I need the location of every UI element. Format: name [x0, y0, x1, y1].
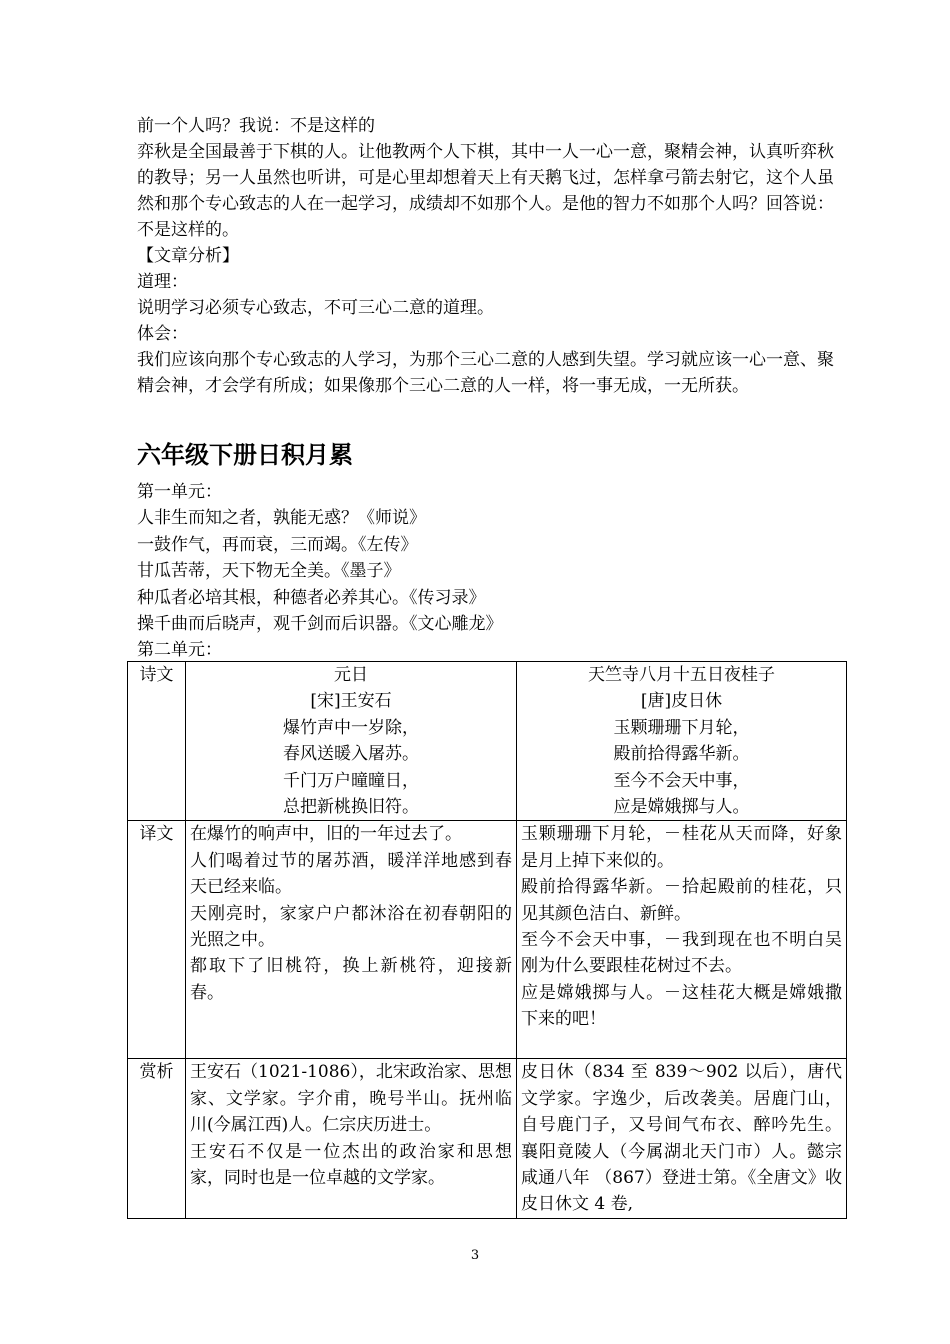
essay-text-block	[137, 113, 842, 399]
paragraph: 弈秋是全国最善于下棋的人。让他教两个人下棋，其中一人一心一意，聚精会神，认真听弈秋的教导；另一人虽然也听讲，可是心里却想着天上有天鹅飞过，怎样拿弓箭去射它，这个人虽然和那个专心致志的人在一起学习，成绩却不如那个人。是他的智力不如那个人吗？回答说：不是这样的。	[137, 142, 834, 240]
appreciation-label: 赏析	[128, 1059, 186, 1218]
insight-label: 体会：	[137, 324, 188, 344]
poem-line: 总把新桃换旧符。	[283, 797, 419, 818]
quote-line: 一鼓作气，再而衰，三而竭。《左传》	[137, 534, 418, 555]
unit-one-title: 第一单元：	[137, 482, 222, 502]
translation-line: 天刚亮时，家家户户都沐浴在初春朝阳的光照之中。	[190, 903, 512, 951]
poem-title: 元日	[334, 665, 368, 685]
analysis-label: 【文章分析】	[137, 246, 239, 266]
translation-line: 殿前拾得露华新。－拾起殿前的桂花，只见其颜色洁白、新鲜。	[521, 877, 842, 924]
poem-line: 应是嫦娥掷与人。	[613, 797, 750, 818]
poem-author: [宋]王安石	[310, 691, 392, 712]
daily-accumulation-list	[137, 479, 842, 664]
translation-line: 至今不会天中事，－我到现在也不明白吴刚为什么要跟桂花树过不去。	[521, 930, 842, 977]
quote-line: 操千曲而后晓声，观千剑而后识器。《文心雕龙》	[137, 614, 503, 635]
translation-line: 应是嫦娥掷与人。－这桂花大概是嫦娥撒下来的吧！	[521, 982, 842, 1030]
page-number: 3	[470, 1248, 480, 1263]
appreciation-cell-left	[186, 1059, 517, 1218]
table-row	[128, 662, 847, 821]
paragraph: 我们应该向那个专心致志的人学习，为那个三心二意的人感到失望。学习就应该一心一意、聚精会神，才会学有所成；如果像那个三心二意的人一样，将一事无成，一无所获。	[137, 350, 834, 396]
paragraph: 前一个人吗？我说：不是这样的	[137, 116, 375, 136]
appreciation-line: 皮日休（834 至 839～902 以后），唐代文学家。字逸少，后改袭美。居鹿门山，自号鹿门子，又号间气布衣、醉吟先生。襄阳竟陵人（今属湖北天门市）人。懿宗咸通八年 （867）登进士第。《全唐文》收皮日休文 4 卷,	[521, 1062, 842, 1215]
translation-cell-right	[517, 821, 847, 1059]
appreciation-line: 王安石不仅是一位杰出的政治家和思想家，同时也是一位卓越的文学家。	[190, 1141, 512, 1189]
translation-line: 在爆竹的响声中，旧的一年过去了。	[190, 824, 462, 845]
quote-line: 种瓜者必培其根，种德者必养其心。《传习录》	[137, 587, 486, 608]
translation-line: 人们喝着过节的屠苏酒，暖洋洋地感到春天已经来临。	[190, 850, 512, 898]
translation-label: 译文	[128, 821, 186, 1059]
translation-line: 玉颗珊珊下月轮，－桂花从天而降，好象是月上掉下来似的。	[521, 824, 842, 871]
poem-table	[127, 661, 847, 1219]
translation-line: 都取下了旧桃符，换上新桃符，迎接新春。	[190, 956, 512, 1003]
poem-line: 千门万户曈曈日，	[283, 770, 419, 791]
poem-author: [唐]皮日休	[640, 691, 723, 712]
translation-cell-left	[186, 821, 517, 1059]
quote-line: 人非生而知之者，孰能无惑？《师说》	[137, 508, 426, 529]
table-row	[128, 821, 847, 1059]
section-heading: 六年级下册日积月累	[137, 441, 353, 469]
appreciation-line: 王安石（1021-1086），北宋政治家、思想家、文学家。字介甫，晚号半山。抚州临川(今属江西)人。仁宗庆历进士。	[190, 1062, 512, 1136]
unit-two-title: 第二单元：	[137, 640, 222, 661]
poem-label: 诗文	[128, 662, 186, 821]
poem-line: 春风送暖入屠苏。	[283, 744, 419, 765]
quote-line: 甘瓜苦蒂，天下物无全美。《墨子》	[137, 561, 401, 582]
poem-line: 爆竹声中一岁除，	[283, 717, 419, 738]
reason-label: 道理：	[137, 272, 188, 292]
poem-line: 玉颗珊珊下月轮，	[613, 717, 750, 738]
table-row	[128, 1059, 847, 1218]
poem-cell-right	[517, 662, 847, 821]
paragraph: 说明学习必须专心致志，不可三心二意的道理。	[137, 298, 494, 318]
poem-line: 殿前拾得露华新。	[613, 744, 750, 765]
poem-cell-left	[186, 662, 517, 821]
poem-line: 至今不会天中事，	[613, 770, 750, 791]
appreciation-cell-right	[517, 1059, 847, 1218]
poem-title: 天竺寺八月十五日夜桂子	[588, 665, 775, 685]
